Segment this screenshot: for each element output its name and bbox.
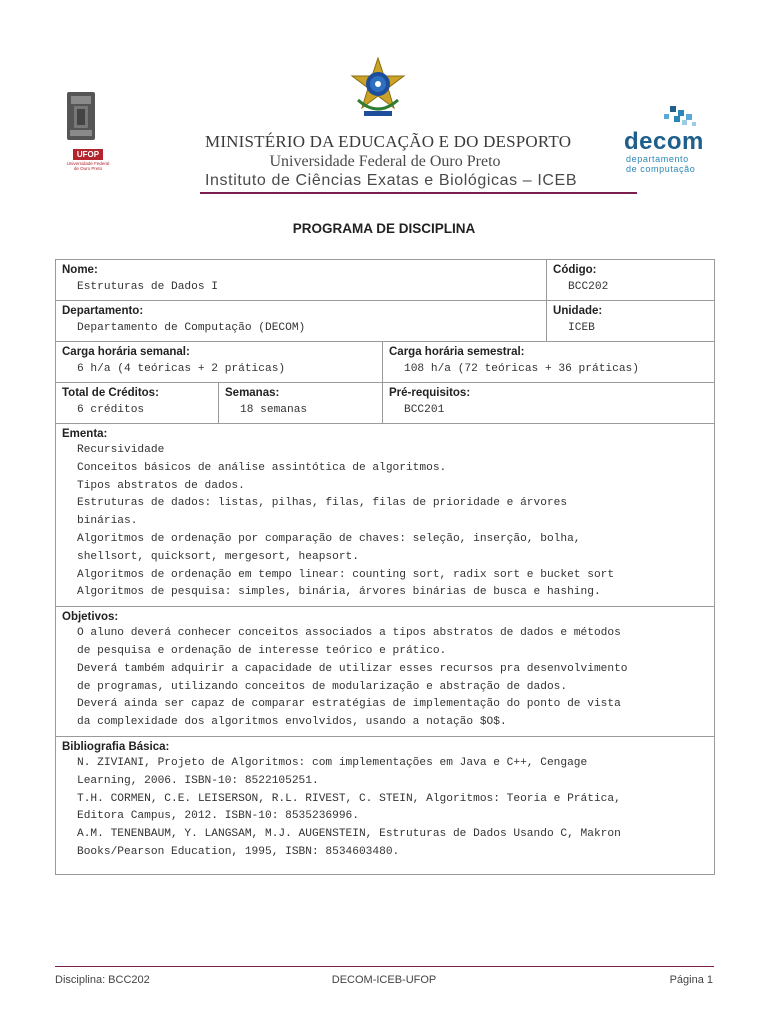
document-title: PROGRAMA DE DISCIPLINA — [292, 221, 476, 236]
nome-value: Estruturas de Dados I — [77, 281, 218, 293]
ementa-text — [62, 442, 708, 602]
ufop-badge: UFOP — [73, 149, 103, 160]
decom-pixels-icon — [650, 106, 700, 130]
ministry-name: MINISTÉRIO DA EDUCAÇÃO E DO DESPORTO — [205, 132, 572, 151]
prerequisitos-label: Pré-requisitos: — [389, 387, 471, 399]
carga-semanal-label: Carga horária semanal: — [62, 346, 190, 358]
ementa-line: Recursividade — [77, 444, 165, 456]
ufop-emblem-icon — [64, 90, 98, 142]
ementa-line: Estruturas de dados: listas, pilhas, filas, filas de prioridade e árvores — [77, 497, 568, 510]
codigo-value: BCC202 — [568, 281, 609, 293]
objetivos-line: de programas, utilizando conceitos de modularização e abstração de dados. — [77, 680, 568, 693]
cell-creditos — [56, 383, 219, 424]
decom-tagline-line1: departamento — [626, 154, 689, 164]
row-bibliografia — [56, 736, 715, 874]
carga-semanal-value: 6 h/a (4 teóricas + 2 práticas) — [77, 363, 286, 375]
nome-label: Nome: — [62, 264, 98, 276]
institute-name: Instituto de Ciências Exatas e Biológicas – ICEB — [205, 172, 578, 189]
brazil-coat-of-arms-icon — [346, 56, 410, 120]
cell-departamento — [56, 301, 547, 342]
semanas-value: 18 semanas — [240, 404, 308, 416]
cell-objetivos — [56, 607, 715, 737]
ementa-line: Tipos abstratos de dados. — [77, 479, 245, 492]
decom-wordmark: decom — [624, 128, 704, 155]
ementa-line: Conceitos básicos de análise assintótica de algoritmos. — [77, 461, 447, 474]
row-objetivos — [56, 607, 715, 737]
cell-carga-semanal — [56, 342, 383, 383]
semanas-label: Semanas: — [225, 387, 280, 399]
carga-semestral-value: 108 h/a (72 teóricas + 36 práticas) — [404, 363, 639, 375]
prerequisitos-value: BCC201 — [404, 404, 445, 416]
departamento-value: Departamento de Computação (DECOM) — [77, 322, 306, 334]
cell-codigo — [547, 260, 715, 301]
cell-bibliografia — [56, 736, 715, 874]
footer-department: DECOM-ICEB-UFOP — [331, 974, 437, 986]
ementa-line: Algoritmos de ordenação em tempo linear: counting sort, radix sort e bucket sort — [77, 568, 615, 581]
university-name: Universidade Federal de Ouro Preto — [269, 153, 501, 170]
bibliografia-label: Bibliografia Básica: — [62, 740, 170, 753]
footer-page-number: Página 1 — [669, 974, 713, 986]
decom-tagline — [626, 154, 695, 174]
header-divider — [200, 192, 637, 194]
codigo-label: Código: — [553, 264, 597, 276]
row-department — [56, 301, 715, 342]
ementa-label: Ementa: — [62, 428, 108, 440]
ementa-line: shellsort, quicksort, mergesort, heapsort. — [77, 550, 359, 563]
decom-tagline-line2: de computação — [626, 164, 696, 174]
bibliografia-line: Learning, 2006. ISBN-10: 8522105251. — [77, 774, 319, 787]
ementa-line: binárias. — [77, 515, 138, 528]
carga-semestral-label: Carga horária semestral: — [389, 346, 525, 358]
row-workload — [56, 342, 715, 383]
syllabus-table — [55, 259, 715, 875]
departamento-label: Departamento: — [62, 305, 144, 317]
bibliografia-text — [62, 755, 708, 862]
cell-prerequisitos — [383, 383, 715, 424]
objetivos-line: Deverá também adquirir a capacidade de utilizar esses recursos pra desenvolvimento — [77, 662, 628, 675]
bibliografia-line: N. ZIVIANI, Projeto de Algoritmos: com implementações em Java e C++, Cengage — [77, 756, 588, 769]
objetivos-line: de pesquisa e ordenação de interesse teórico e prático. — [77, 644, 447, 657]
objetivos-text — [62, 625, 708, 732]
cell-semanas — [219, 383, 383, 424]
bibliografia-line: Books/Pearson Education, 1995, ISBN: 8534603480. — [77, 845, 400, 858]
ementa-line: Algoritmos de ordenação por comparação de chaves: seleção, inserção, bolha, — [77, 532, 581, 545]
cell-ementa — [56, 424, 715, 607]
footer-discipline: Disciplina: BCC202 — [55, 974, 150, 986]
creditos-label: Total de Créditos: — [62, 387, 159, 399]
ufop-logo — [64, 90, 112, 178]
cell-carga-semestral — [383, 342, 715, 383]
row-ementa — [56, 424, 715, 607]
ementa-line: Algoritmos de pesquisa: simples, binária, árvores binárias de busca e hashing. — [77, 586, 601, 599]
bibliografia-line: Editora Campus, 2012. ISBN-10: 8535236996. — [77, 810, 359, 823]
bibliografia-line: T.H. CORMEN, C.E. LEISERSON, R.L. RIVEST, C. STEIN, Algoritmos: Teoria e Prática, — [77, 792, 621, 805]
ufop-subtitle: Universidade Federal de Ouro Preto — [66, 161, 110, 171]
objetivos-line: da complexidade dos algoritmos envolvidos, usando a notação $O$. — [77, 716, 507, 729]
objetivos-label: Objetivos: — [62, 611, 119, 624]
footer-divider — [55, 966, 714, 967]
decom-logo — [622, 106, 718, 176]
unidade-value: ICEB — [568, 322, 595, 334]
creditos-value: 6 créditos — [77, 404, 145, 416]
row-name — [56, 260, 715, 301]
objetivos-line: Deverá ainda ser capaz de comparar estratégias de implementação do ponto de vista — [77, 698, 621, 711]
unidade-label: Unidade: — [553, 305, 603, 317]
institution-header — [205, 132, 578, 190]
cell-nome — [56, 260, 547, 301]
objetivos-line: O aluno deverá conhecer conceitos associados a tipos abstratos de dados e métodos — [77, 627, 621, 640]
row-credits — [56, 383, 715, 424]
cell-unidade — [547, 301, 715, 342]
bibliografia-line: A.M. TENENBAUM, Y. LANGSAM, M.J. AUGENSTEIN, Estruturas de Dados Usando C, Makron — [77, 828, 621, 841]
